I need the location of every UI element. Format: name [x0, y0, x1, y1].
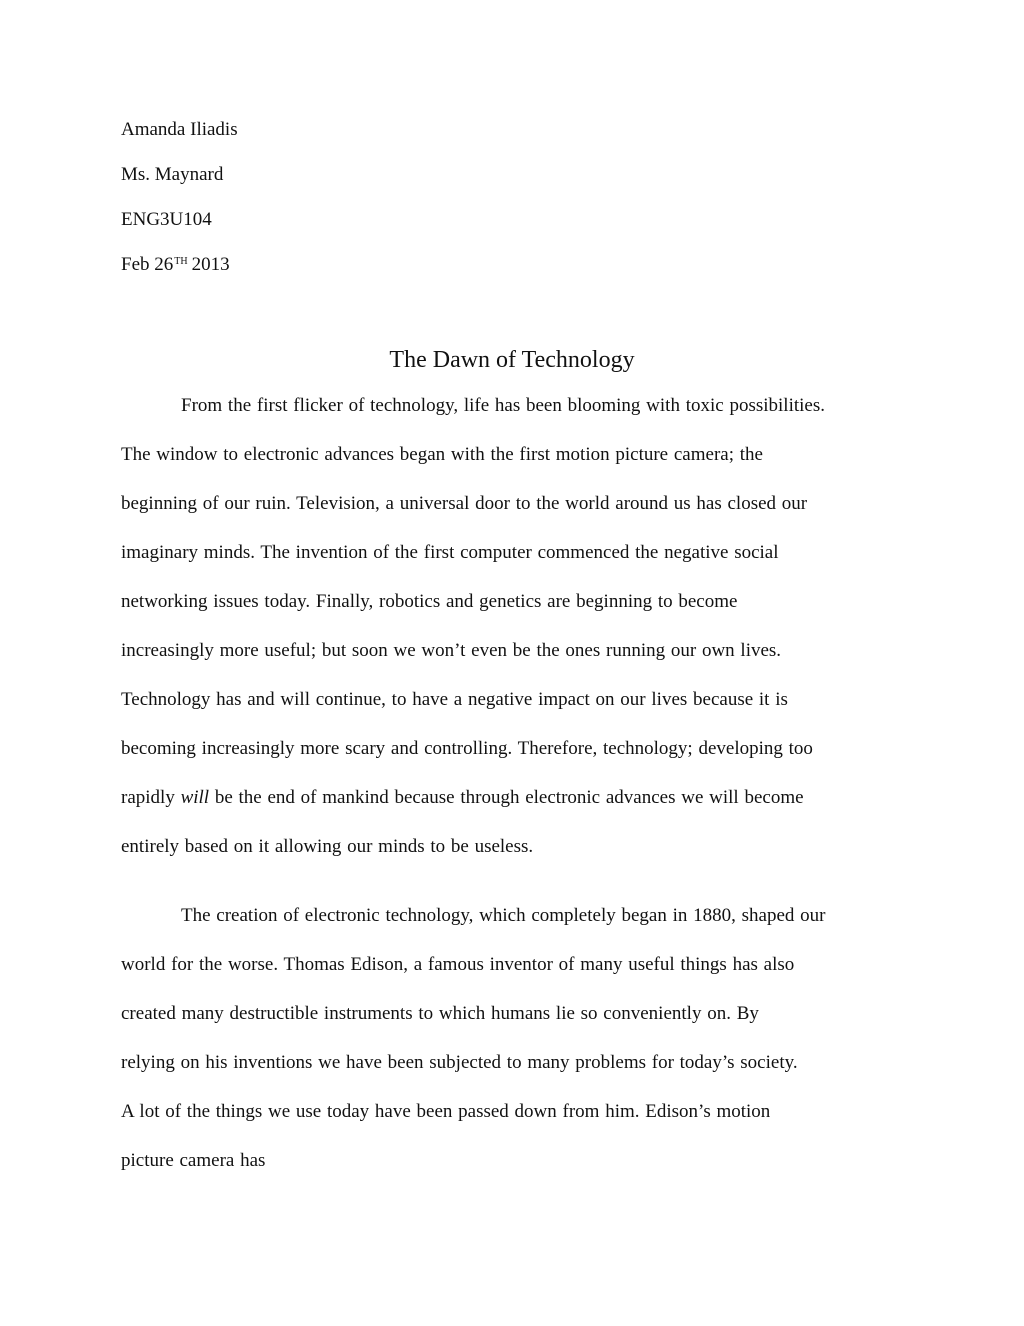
paragraph-line — [121, 786, 906, 835]
paragraph-line: world for the worse. Thomas Edison, a famous inventor of many useful things has also — [121, 954, 795, 975]
date-ordinal-suffix: TH — [174, 256, 188, 267]
paragraph-line: created many destructible instruments to which humans lie so conveniently on. By — [121, 1003, 759, 1024]
paragraph-line: A lot of the things we use today have been passed down from him. Edison’s motion — [121, 1101, 771, 1122]
date-year: 2013 — [191, 254, 230, 275]
line-end-text: be the end of mankind because through electronic advances we will become — [214, 787, 804, 808]
paragraph-2 — [121, 904, 906, 1198]
paragraph-line: Technology has and will continue, to have a negative impact on our lives because it is — [121, 689, 788, 710]
paragraph-line: networking issues today. Finally, robotics and genetics are beginning to become — [121, 591, 738, 612]
emphasized-word: will — [180, 787, 210, 808]
paragraph-line: The window to electronic advances began with the first motion picture camera; the — [121, 444, 763, 465]
paragraph-1 — [121, 394, 906, 884]
paragraph-line: becoming increasingly more scary and controlling. Therefore, technology; developing too — [121, 738, 813, 759]
date-prefix: Feb 26 — [121, 254, 174, 275]
essay-date — [121, 253, 238, 298]
essay-header — [121, 118, 238, 298]
paragraph-line: entirely based on it allowing our minds to be useless. — [121, 836, 534, 857]
author-name: Amanda Iliadis — [121, 119, 238, 140]
teacher-name: Ms. Maynard — [121, 164, 224, 185]
paragraph-line: The creation of electronic technology, which completely began in 1880, shaped our — [181, 905, 826, 926]
paragraph-line: imaginary minds. The invention of the first computer commenced the negative social — [121, 542, 779, 563]
paragraph-line: beginning of our ruin. Television, a universal door to the world around us has closed our — [121, 493, 808, 514]
paragraph-line: picture camera has — [121, 1150, 266, 1171]
essay-title: The Dawn of Technology — [389, 347, 635, 373]
paragraph-line: increasingly more useful; but soon we won’t even be the ones running our own lives. — [121, 640, 782, 661]
line-start-text: rapidly — [121, 787, 175, 808]
course-code: ENG3U104 — [121, 209, 212, 230]
paragraph-line: relying on his inventions we have been subjected to many problems for today’s society. — [121, 1052, 798, 1073]
paragraph-line: From the first flicker of technology, life has been blooming with toxic possibilities. — [181, 395, 825, 416]
